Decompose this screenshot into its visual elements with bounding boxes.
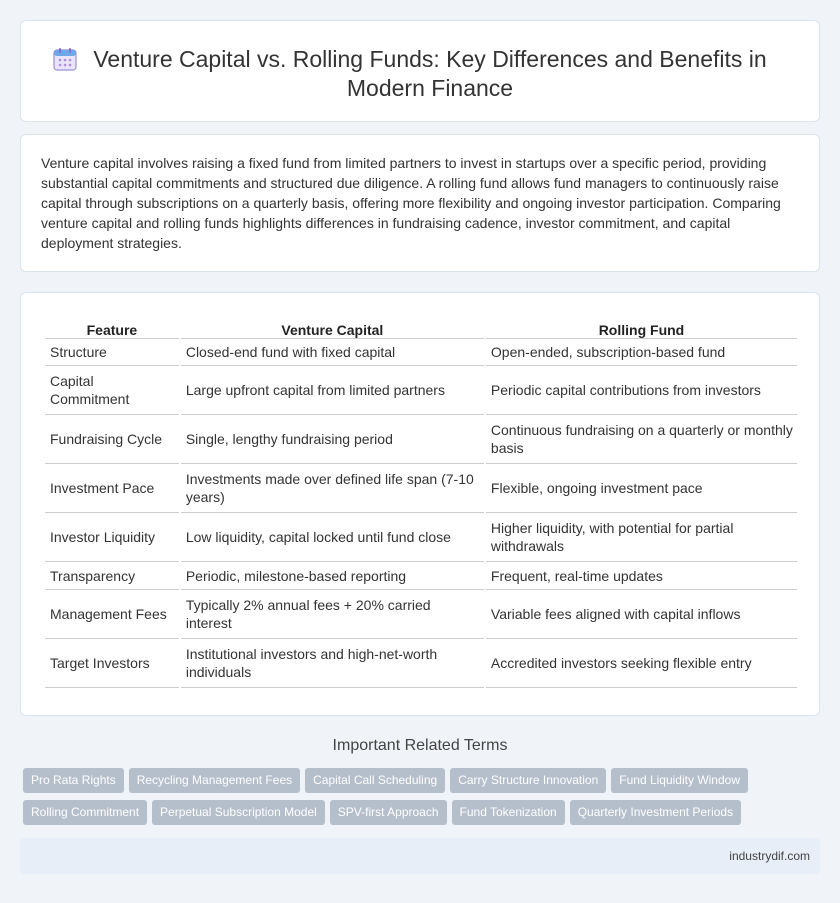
header-venture-capital: Venture Capital	[181, 315, 484, 339]
table-cell: Transparency	[45, 562, 179, 590]
table-cell: Low liquidity, capital locked until fund close	[181, 513, 484, 562]
table-cell: Large upfront capital from limited partners	[181, 366, 484, 415]
header-feature: Feature	[45, 315, 179, 339]
table-cell: Accredited investors seeking flexible entry	[486, 639, 797, 688]
table-cell: Higher liquidity, with potential for partial withdrawals	[486, 513, 797, 562]
table-row	[45, 590, 797, 639]
table-cell: Frequent, real-time updates	[486, 562, 797, 590]
tag-recycling-management-fees[interactable]: Recycling Management Fees	[129, 768, 300, 793]
tag-spv-first-approach[interactable]: SPV-first Approach	[330, 800, 447, 825]
intro-paragraph: Venture capital involves raising a fixed fund from limited partners to invest in startups over a specific period, providing substantial capital commitments and structured due diligence. A rolling fund allows fund managers to continuously raise capital through subscriptions on a quarterly basis, offering more flexibility and ongoing investor participation. Comparing venture capital and rolling funds highlights differences in fundraising cadence, investor commitment, and capital deployment strategies.	[41, 155, 781, 251]
table-header-row	[45, 315, 797, 339]
table-cell: Investment Pace	[45, 464, 179, 513]
table-row	[45, 339, 797, 366]
related-terms-row	[23, 768, 823, 793]
table-cell: Fundraising Cycle	[45, 415, 179, 464]
table-cell: Management Fees	[45, 590, 179, 639]
related-terms-row	[23, 800, 823, 825]
header-card	[20, 20, 820, 122]
table-cell: Single, lengthy fundraising period	[181, 415, 484, 464]
table-row	[45, 415, 797, 464]
table-row	[45, 366, 797, 415]
intro-card	[20, 134, 820, 272]
table-row	[45, 464, 797, 513]
tag-capital-call-scheduling[interactable]: Capital Call Scheduling	[305, 768, 445, 793]
tag-fund-liquidity-window[interactable]: Fund Liquidity Window	[611, 768, 748, 793]
table-cell: Institutional investors and high-net-worth individuals	[181, 639, 484, 688]
table-row	[45, 639, 797, 688]
table-cell: Continuous fundraising on a quarterly or monthly basis	[486, 415, 797, 464]
footer-site[interactable]: industrydif.com	[729, 849, 810, 863]
table-cell: Closed-end fund with fixed capital	[181, 339, 484, 366]
table-cell: Investor Liquidity	[45, 513, 179, 562]
header-rolling-fund: Rolling Fund	[486, 315, 797, 339]
table-row	[45, 562, 797, 590]
comparison-table	[43, 315, 799, 688]
tag-perpetual-subscription-model[interactable]: Perpetual Subscription Model	[152, 800, 325, 825]
table-cell: Flexible, ongoing investment pace	[486, 464, 797, 513]
tag-rolling-commitment[interactable]: Rolling Commitment	[23, 800, 147, 825]
table-cell: Structure	[45, 339, 179, 366]
footer	[20, 838, 820, 874]
tag-carry-structure-innovation[interactable]: Carry Structure Innovation	[450, 768, 606, 793]
tag-fund-tokenization[interactable]: Fund Tokenization	[452, 800, 565, 825]
tag-quarterly-investment-periods[interactable]: Quarterly Investment Periods	[570, 800, 741, 825]
table-cell: Variable fees aligned with capital inflows	[486, 590, 797, 639]
tag-pro-rata-rights[interactable]: Pro Rata Rights	[23, 768, 124, 793]
table-cell: Capital Commitment	[45, 366, 179, 415]
comparison-table-card	[20, 292, 820, 716]
table-cell: Periodic capital contributions from investors	[486, 366, 797, 415]
table-cell: Typically 2% annual fees + 20% carried interest	[181, 590, 484, 639]
page-title: Venture Capital vs. Rolling Funds: Key Differences and Benefits in Modern Finance	[93, 46, 767, 101]
table-cell: Open-ended, subscription-based fund	[486, 339, 797, 366]
table-cell: Periodic, milestone-based reporting	[181, 562, 484, 590]
related-terms-title: Important Related Terms	[332, 737, 508, 754]
table-row	[45, 513, 797, 562]
table-cell: Investments made over defined life span (7-10 years)	[181, 464, 484, 513]
table-cell: Target Investors	[45, 639, 179, 688]
